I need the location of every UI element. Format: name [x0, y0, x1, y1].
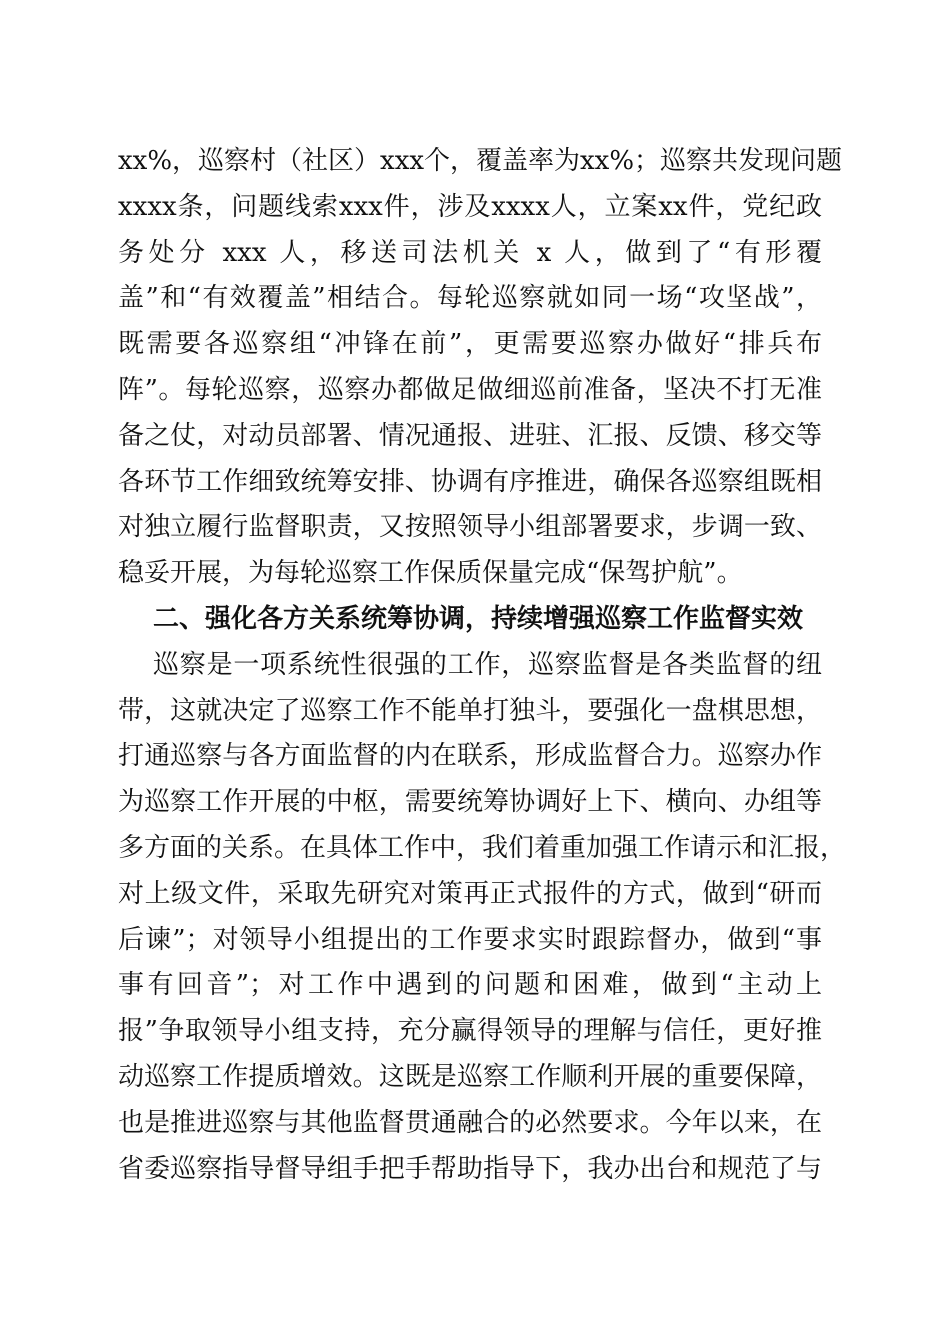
text-line: xx%，巡察村（社区）xxx个，覆盖率为xx%；巡察共发现问题: [118, 146, 843, 176]
text-line: 对独立履行监督职责，又按照领导小组部署要求，步调一致、: [118, 512, 822, 543]
text-line: 稳妥开展，为每轮巡察工作保质保量完成“保驾护航”。: [118, 558, 743, 589]
text-line: 为巡察工作开展的中枢，需要统筹协调好上下、横向、办组等: [118, 787, 822, 818]
text-line: 打通巡察与各方面监督的内在联系，形成监督合力。巡察办作: [118, 741, 822, 772]
text-line: 省委巡察指导督导组手把手帮助指导下，我办出台和规范了与: [118, 1153, 822, 1184]
text-line: 带，这就决定了巡察工作不能单打独斗，要强化一盘棋思想，: [118, 695, 822, 726]
text-line: 报”争取领导小组支持，充分赢得领导的理解与信任，更好推: [118, 1016, 822, 1047]
text-line: 盖”和“有效覆盖”相结合。每轮巡察就如同一场“攻坚战”，: [118, 283, 822, 314]
text-line: 备之仗，对动员部署、情况通报、进驻、汇报、反馈、移交等: [118, 420, 822, 451]
text-line: 也是推进巡察与其他监督贯通融合的必然要求。今年以来，在: [118, 1107, 822, 1138]
text-line: 后谏”；对领导小组提出的工作要求实时跟踪督办，做到“事: [118, 924, 822, 955]
section-heading: 二、强化各方关系统筹协调，持续增强巡察工作监督实效: [153, 603, 804, 634]
text-line: 各环节工作细致统筹安排、协调有序推进，确保各巡察组既相: [118, 466, 822, 497]
text-line: 既需要各巡察组“冲锋在前”，更需要巡察办做好“排兵布: [118, 329, 822, 360]
document-page: [118, 139, 847, 1192]
text-line: xxxx条，问题线索xxx件，涉及xxxx人，立案xx件，党纪政: [118, 191, 822, 222]
text-line: 务处分 xxx 人，移送司法机关 x 人，做到了“有形覆: [118, 237, 822, 268]
text-line: 巡察是一项系统性很强的工作，巡察监督是各类监督的纽: [153, 649, 822, 680]
text-line: 动巡察工作提质增效。这既是巡察工作顺利开展的重要保障，: [118, 1061, 822, 1092]
text-line: 对上级文件，采取先研究对策再正式报件的方式，做到“研而: [118, 878, 822, 909]
text-line: 阵”。每轮巡察，巡察办都做足做细巡前准备，坚决不打无准: [118, 374, 822, 405]
text-line: 多方面的关系。在具体工作中，我们着重加强工作请示和汇报，: [118, 832, 847, 863]
text-line: 事有回音”；对工作中遇到的问题和困难，做到“主动上: [118, 970, 822, 1001]
